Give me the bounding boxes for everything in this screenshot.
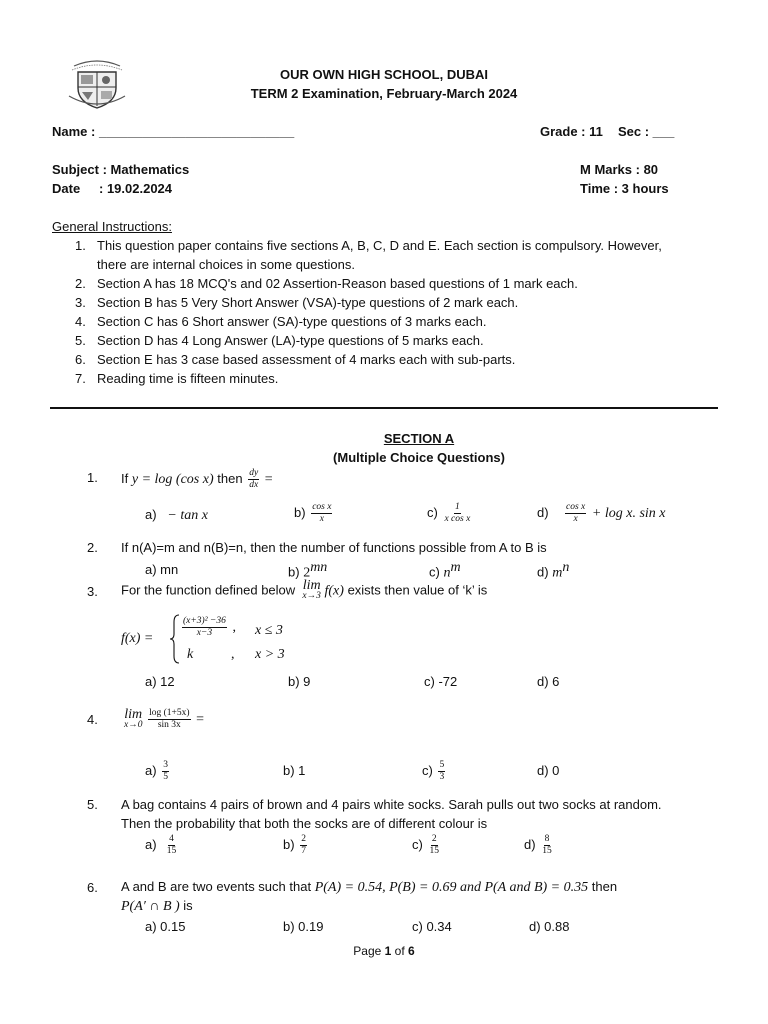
- frac-num: log (1+5x): [149, 708, 190, 718]
- case-comma: ,: [232, 619, 236, 635]
- frac-den: 3: [439, 772, 445, 782]
- question-4-stem: [124, 708, 204, 731]
- grade-label: Grade : 11: [540, 124, 603, 139]
- option-c: c) -72: [424, 674, 458, 689]
- case-condition: x > 3: [255, 647, 285, 662]
- option-label: d): [537, 504, 549, 520]
- frac-den: x: [573, 514, 578, 524]
- q6-text: A and B are two events such that: [121, 879, 312, 894]
- option-expression: + log x. sin x: [591, 505, 666, 521]
- frac-den: 7: [301, 846, 306, 856]
- frac-num: 2: [431, 834, 437, 844]
- piecewise-brace: [170, 614, 180, 667]
- option-label: a): [145, 836, 157, 852]
- equals-sign: =: [264, 471, 273, 487]
- option-b: b) 0.19: [283, 919, 324, 934]
- option-fraction: [311, 502, 332, 525]
- option-label: d): [524, 836, 536, 852]
- frac-num: cos x: [566, 502, 586, 512]
- option-fraction: [162, 760, 169, 783]
- instruction-num: 6.: [75, 352, 86, 367]
- question-number: 1.: [87, 470, 98, 485]
- question-number: 4.: [87, 712, 98, 727]
- limit-word: lim: [302, 578, 321, 593]
- time-label: Time : 3 hours: [580, 181, 669, 196]
- q3-text: For the function defined below: [121, 582, 296, 598]
- frac-den: x cos x: [444, 514, 471, 524]
- option-fraction: [166, 834, 178, 857]
- piecewise-lhs: f(x) =: [121, 631, 154, 646]
- section-field: Sec : ___: [618, 124, 675, 139]
- frac-num: 8: [544, 834, 550, 844]
- question-number: 5.: [87, 797, 98, 812]
- instruction-num: 5.: [75, 333, 86, 348]
- option-d: d) 0: [537, 763, 560, 778]
- option-label: b): [288, 564, 300, 580]
- instruction-num: 7.: [75, 371, 86, 386]
- date-value: : 19.02.2024: [99, 181, 173, 196]
- frac-num: cos x: [312, 502, 332, 512]
- option-exponent: n: [562, 560, 570, 575]
- frac-den: dx: [249, 480, 259, 490]
- function-expression: f(x): [324, 583, 344, 599]
- option-base: m: [552, 565, 563, 581]
- section-subtitle: (Multiple Choice Questions): [333, 450, 505, 465]
- q6-expression-2: P(A′ ∩ B ): [121, 899, 180, 914]
- option-c: [427, 502, 473, 525]
- question-number: 2.: [87, 540, 98, 555]
- instruction-text-cont: there are internal choices in some questions.: [97, 257, 355, 272]
- option-base: 2: [303, 565, 311, 581]
- school-logo: [66, 56, 128, 110]
- frac-num: 1: [455, 502, 460, 512]
- frac-den: x: [319, 514, 324, 524]
- option-c: [422, 760, 447, 783]
- option-label: d): [537, 564, 549, 580]
- instruction-text: Section C has 6 Short answer (SA)-type questions of 3 marks each.: [97, 314, 487, 329]
- option-label: c): [429, 564, 440, 580]
- limit-fraction: [148, 708, 190, 731]
- option-label: a): [145, 762, 157, 778]
- derivative-fraction: [248, 468, 259, 491]
- option-d: [537, 560, 569, 581]
- subject-label: Subject : Mathematics: [52, 162, 190, 177]
- option-c: [412, 834, 442, 857]
- question-1-stem: [121, 468, 273, 491]
- question-5-stem: A bag contains 4 pairs of brown and 4 pairs white socks. Sarah pulls out two socks at random.: [121, 797, 662, 812]
- page-total: 6: [408, 944, 415, 958]
- question-6-stem: [121, 879, 617, 896]
- date-label: Date: [52, 181, 81, 196]
- frac-den: 5: [163, 772, 168, 782]
- q6-is: is: [183, 898, 193, 913]
- question-3-stem: [121, 580, 487, 602]
- limit-notation: [302, 580, 320, 602]
- frac-num: (x+3)² −36: [183, 616, 226, 626]
- option-fraction: [300, 834, 307, 857]
- instruction-text: Section B has 5 Very Short Answer (VSA)-type questions of 2 mark each.: [97, 295, 519, 310]
- option-d: [537, 502, 666, 525]
- option-a: a) 12: [145, 674, 175, 689]
- option-fraction: [541, 834, 553, 857]
- option-a: [145, 507, 208, 524]
- option-d: d) 6: [537, 674, 560, 689]
- frac-num: 3: [163, 760, 168, 770]
- case-fraction: [182, 616, 227, 639]
- option-b: [294, 502, 334, 525]
- option-label: c): [427, 504, 438, 520]
- option-label: b): [294, 504, 306, 520]
- section-title: SECTION A: [383, 431, 455, 446]
- max-marks-label: M Marks : 80: [580, 162, 659, 177]
- page-prefix: Page: [353, 944, 382, 958]
- page-footer: [0, 944, 768, 958]
- option-b: b) 1: [283, 763, 306, 778]
- q3-text-2: exists then value of ‘k’ is: [347, 582, 488, 598]
- name-field: Name : ___________________________: [52, 124, 295, 139]
- question-number: 6.: [87, 880, 98, 895]
- option-exponent: mn: [310, 560, 328, 575]
- option-base: n: [443, 565, 451, 581]
- limit-word: lim: [124, 706, 143, 722]
- option-d: d) 0.88: [529, 919, 570, 934]
- page-of: of: [394, 944, 405, 958]
- instruction-num: 2.: [75, 276, 86, 291]
- question-2-stem: If n(A)=m and n(B)=n, then the number of functions possible from A to B is: [121, 540, 547, 555]
- instructions-title: General Instructions:: [52, 219, 172, 234]
- frac-den: x−3: [196, 628, 213, 638]
- case-comma: ,: [231, 647, 235, 662]
- option-label: c): [412, 836, 423, 852]
- option-fraction: [443, 502, 471, 525]
- option-a: a) mn: [145, 562, 179, 577]
- option-a: a) 0.15: [145, 919, 186, 934]
- frac-num: 2: [301, 834, 306, 844]
- equals-sign: =: [196, 711, 205, 727]
- instruction-num: 1.: [75, 238, 86, 253]
- option-fraction: [565, 502, 586, 525]
- option-b: b) 9: [288, 674, 311, 689]
- limit-subscript: x→0: [124, 719, 143, 730]
- frac-den: 15: [429, 846, 439, 856]
- exam-title: TERM 2 Examination, February-March 2024: [250, 86, 518, 101]
- piecewise-case-1: [180, 616, 236, 639]
- q6-then: then: [591, 879, 618, 894]
- instruction-text: Section A has 18 MCQ's and 02 Assertion-Reason based questions of 1 mark each.: [97, 276, 578, 291]
- q1-then: then: [217, 470, 243, 486]
- option-label: a): [145, 507, 157, 522]
- option-fraction: [428, 834, 440, 857]
- q6-expression: P(A) = 0.54, P(B) = 0.69 and P(A and B) = 0.35: [314, 880, 589, 895]
- case-condition: x ≤ 3: [255, 623, 283, 638]
- instruction-num: 4.: [75, 314, 86, 329]
- option-b: [283, 834, 309, 857]
- option-exponent: m: [450, 560, 461, 575]
- instruction-text: Section E has 3 case based assessment of 4 marks each with sub-parts.: [97, 352, 516, 367]
- option-a: [145, 760, 171, 783]
- question-5-stem-cont: Then the probability that both the socks are of different colour is: [121, 816, 488, 831]
- q1-if: If: [121, 470, 129, 486]
- q1-expression: y = log (cos x): [131, 471, 214, 487]
- case-value: k: [187, 647, 194, 662]
- frac-num: 4: [169, 834, 174, 844]
- frac-den: 15: [166, 846, 177, 856]
- question-6-stem-cont: [121, 898, 193, 915]
- frac-num: dy: [249, 468, 259, 478]
- horizontal-divider: [50, 407, 718, 409]
- school-name: OUR OWN HIGH SCHOOL, DUBAI: [280, 67, 488, 82]
- instruction-num: 3.: [75, 295, 86, 310]
- frac-den: 15: [542, 846, 552, 856]
- instruction-text: This question paper contains five sections A, B, C, D and E. Each section is compulsory. However,: [97, 238, 662, 253]
- option-fraction: [438, 760, 445, 783]
- instruction-text: Reading time is fifteen minutes.: [97, 371, 279, 386]
- limit-subscript: x→3: [302, 591, 321, 601]
- option-label: b): [283, 836, 295, 852]
- instruction-text: Section D has 4 Long Answer (LA)-type questions of 5 marks each.: [97, 333, 484, 348]
- option-a: [145, 834, 179, 857]
- limit-notation: [124, 706, 143, 731]
- page-number: 1: [384, 944, 392, 958]
- frac-num: 5: [439, 760, 445, 770]
- question-number: 3.: [87, 584, 98, 599]
- option-expression: − tan x: [167, 508, 208, 523]
- option-d: [524, 834, 555, 857]
- option-c: c) 0.34: [412, 919, 452, 934]
- option-c: [429, 560, 461, 581]
- option-label: c): [422, 762, 433, 778]
- frac-den: sin 3x: [157, 720, 181, 730]
